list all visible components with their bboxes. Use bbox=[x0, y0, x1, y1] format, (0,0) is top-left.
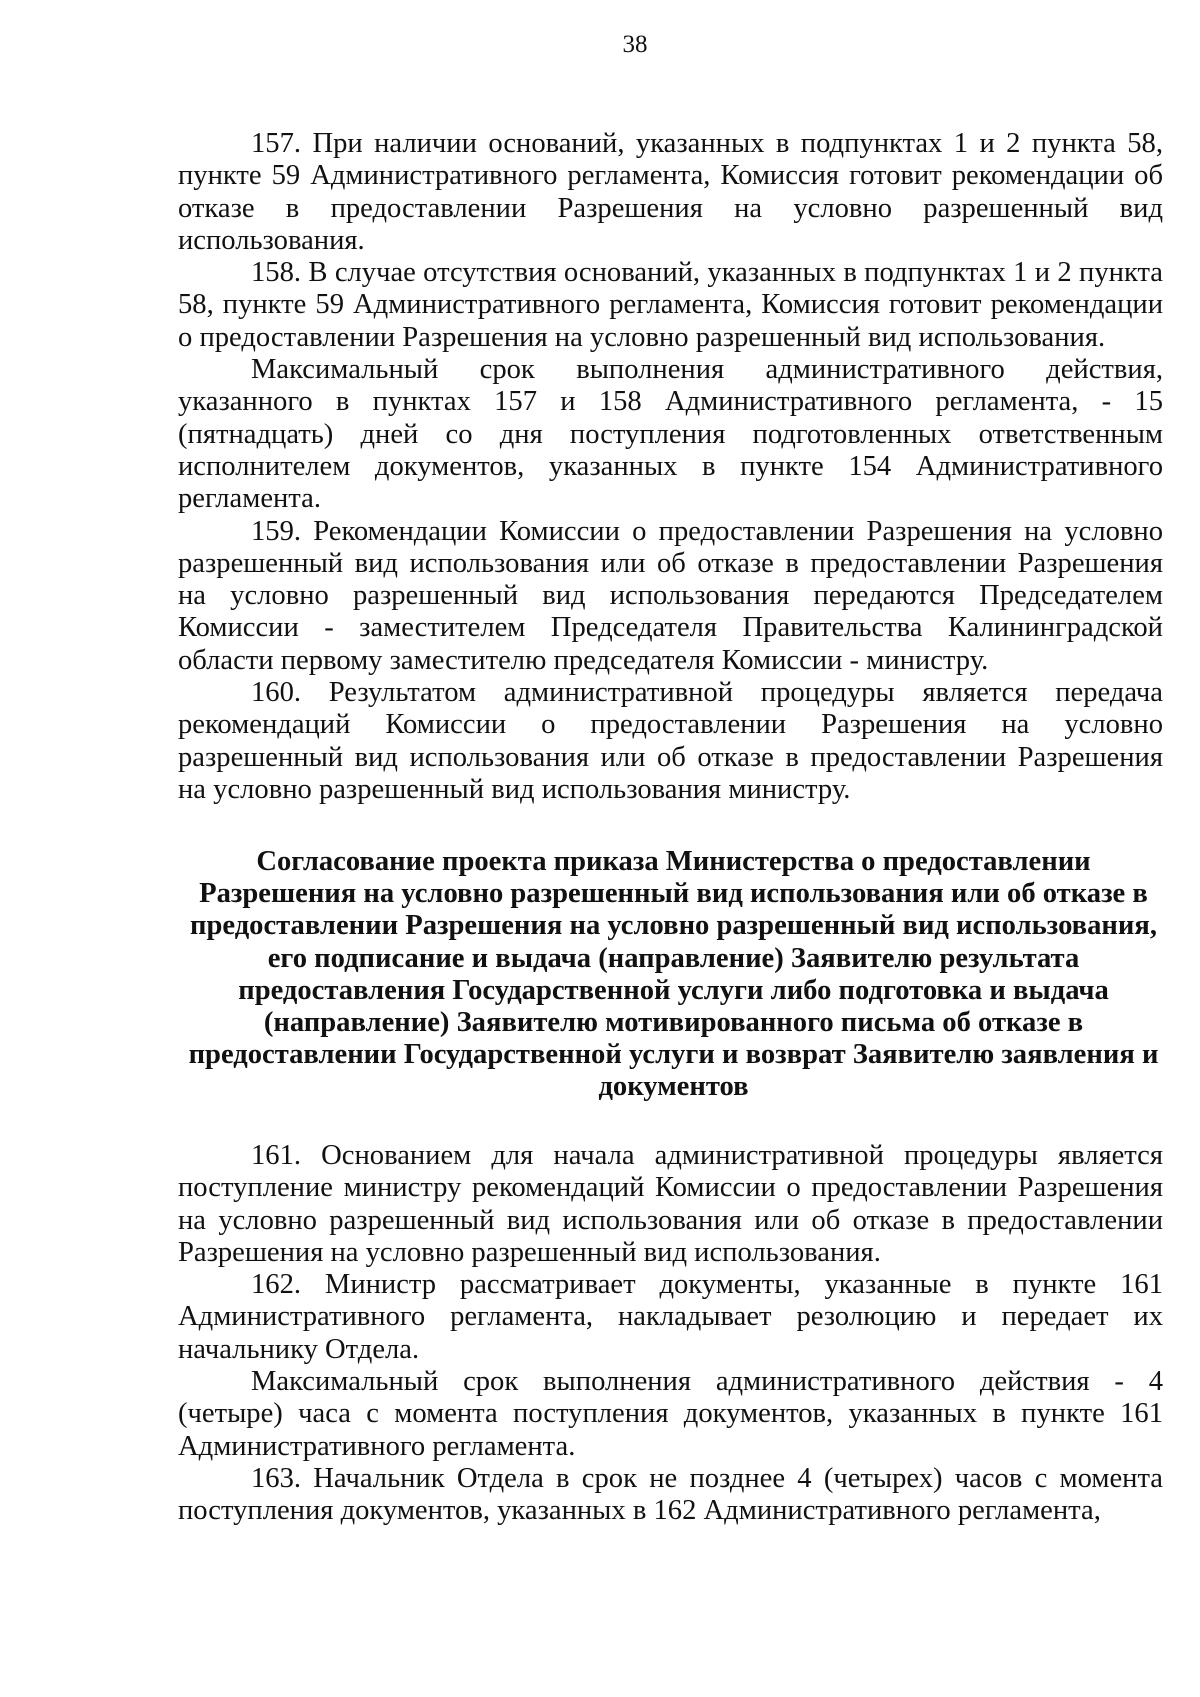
paragraph-max-term-4-hours: Максимальный срок выполнения административного действия - 4 (четыре) часа с момента поступления документов, указанных в пункте 161 Административного регламента. bbox=[178, 1366, 1163, 1462]
section-heading: Согласование проекта приказа Министерства о предоставлении Разрешения на условно разрешенный вид использования или об отказе в предоставлении Разрешения на условно разрешенный вид использования, его подписание и выдача (направление) Заявителю результата предоставления Государственной услуги либо подготовка и выдача (направление) Заявителю мотивированного письма об отказе в предоставлении Государственной услуги и возврат Заявителю заявления и документов bbox=[188, 846, 1159, 1102]
paragraph-158: 158. В случае отсутствия оснований, указанных в подпунктах 1 и 2 пункта 58, пункте 59 Административного регламента, Комиссия готовит рекомендации о предоставлении Разрешения на условно разрешенный вид использования. bbox=[178, 257, 1163, 353]
paragraph-162: 162. Министр рассматривает документы, указанные в пункте 161 Административного регламента, накладывает резолюцию и передает их начальнику Отдела. bbox=[178, 1269, 1163, 1365]
paragraph-157: 157. При наличии оснований, указанных в подпунктах 1 и 2 пункта 58, пункте 59 Административного регламента, Комиссия готовит рекомендации об отказе в предоставлении Разрешения на условно разрешенный вид использования. bbox=[178, 128, 1163, 256]
section-heading-block bbox=[178, 846, 1163, 1103]
page-number: 38 bbox=[622, 31, 648, 58]
paragraph-160: 160. Результатом административной процедуры является передача рекомендаций Комиссии о предоставлении Разрешения на условно разрешенный вид использования или об отказе в предоставлении Разрешения на условно разрешенный вид использования министру. bbox=[178, 677, 1163, 805]
paragraph-163: 163. Начальник Отдела в срок не позднее 4 (четырех) часов с момента поступления документов, указанных в 162 Административного регламента, bbox=[178, 1462, 1163, 1527]
paragraph-max-term-15-days: Максимальный срок выполнения административного действия, указанного в пунктах 157 и 158 Административного регламента, - 15 (пятнадцать) дней со дня поступления подготовленных ответственным исполнителем документов, указанных в пункте 154 Административного регламента. bbox=[178, 354, 1163, 515]
document-body bbox=[178, 128, 1163, 1528]
paragraph-159: 159. Рекомендации Комиссии о предоставлении Разрешения на условно разрешенный вид использования или об отказе в предоставлении Разрешения на условно разрешенный вид использования передаются Председателем Комиссии - заместителем Председателя Правительства Калининградской области первому заместителю председателя Комиссии - министру. bbox=[178, 515, 1163, 676]
paragraph-161: 161. Основанием для начала административной процедуры является поступление министру рекомендаций Комиссии о предоставлении Разрешения на условно разрешенный вид использования или об отказе в предоставлении Разрешения на условно разрешенный вид использования. bbox=[178, 1139, 1163, 1268]
